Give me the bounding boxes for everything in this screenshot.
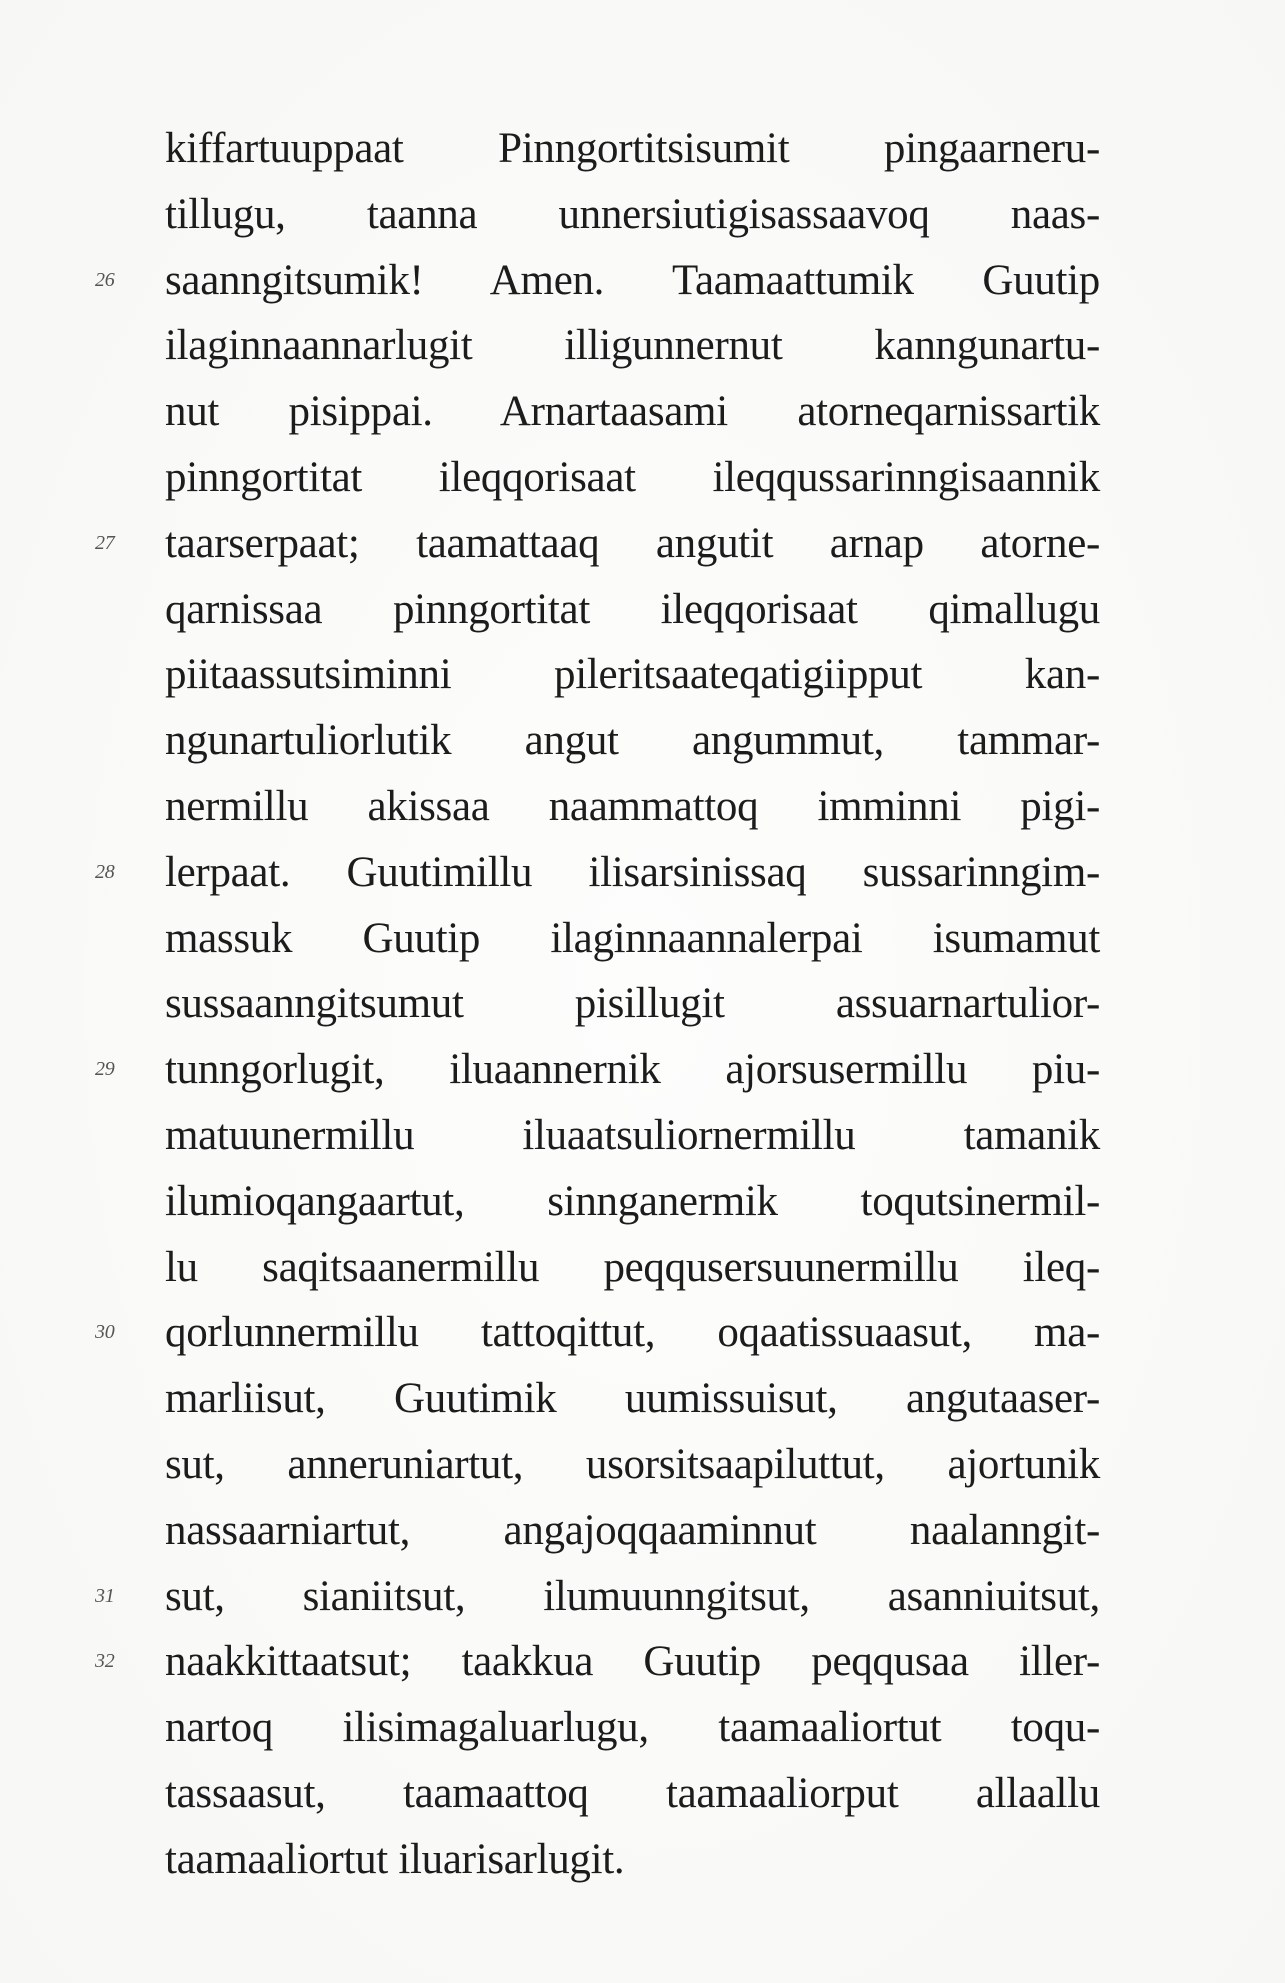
line-text: nartoq ilisimagaluarlugu, taamaaliortut toqu- <box>165 1704 1100 1752</box>
line-text: nut pisippai. Arnartaasami atorneqarnissartik <box>165 388 1100 436</box>
text-line <box>165 906 1100 972</box>
line-text: lu saqitsaanermillu peqqusersuunermillu ileq- <box>165 1243 1100 1291</box>
line-text: massuk Guutip ilaginnaannalerpai isumamut <box>165 914 1100 962</box>
text-line <box>165 182 1100 248</box>
verse-number: 32 <box>95 1650 115 1673</box>
text-line <box>165 642 1100 708</box>
text-line <box>165 379 1100 445</box>
line-text: nermillu akissaa naammattoq imminni pigi- <box>165 782 1100 830</box>
line-text: taamaaliortut iluarisarlugit. <box>165 1835 625 1883</box>
line-text: qorlunnermillu tattoqittut, oqaatissuaasut, ma- <box>165 1309 1100 1357</box>
line-text: ilaginnaannarlugit illigunnernut kanngunartu- <box>165 322 1100 370</box>
text-line <box>95 511 1100 577</box>
verse-number: 31 <box>95 1584 115 1607</box>
text-line <box>165 313 1100 379</box>
text-line <box>165 577 1100 643</box>
text-line <box>165 708 1100 774</box>
line-text: sussaanngitsumut pisillugit assuarnartulior- <box>165 980 1100 1028</box>
line-text: naakkittaatsut; taakkua Guutip peqqusaa iller- <box>165 1638 1100 1686</box>
text-line <box>165 1366 1100 1432</box>
text-line <box>165 1103 1100 1169</box>
verse-number: 26 <box>95 268 115 291</box>
text-line <box>165 1827 1100 1893</box>
text-line <box>95 1300 1100 1366</box>
text-line <box>95 1629 1100 1695</box>
text-line <box>165 1169 1100 1235</box>
line-text: lerpaat. Guutimillu ilisarsinissaq sussarinngim- <box>165 848 1100 896</box>
text-line <box>165 1235 1100 1301</box>
text-line <box>165 971 1100 1037</box>
line-text: matuunermillu iluaatsuliornermillu tamanik <box>165 1111 1100 1159</box>
line-text: kiffartuuppaat Pinngortitsisumit pingaarneru- <box>165 125 1100 172</box>
line-text: tassaasut, taamaattoq taamaaliorput allaallu <box>165 1769 1100 1817</box>
body-text <box>95 116 1100 1893</box>
line-text: taarserpaat; taamattaaq angutit arnap atorne- <box>165 519 1100 567</box>
text-line <box>95 1564 1100 1630</box>
line-text: sut, anneruniartut, usorsitsaapiluttut, ajortunik <box>165 1440 1100 1488</box>
text-line <box>95 840 1100 906</box>
line-text: tillugu, taanna unnersiutigisassaavoq naas- <box>165 190 1100 238</box>
text-line <box>165 1695 1100 1761</box>
line-text: ngunartuliorlutik angut angummut, tammar- <box>165 717 1100 765</box>
text-line <box>165 1498 1100 1564</box>
text-line <box>165 1761 1100 1827</box>
line-text: sut, sianiitsut, ilumuunngitsut, asanniuitsut, <box>165 1572 1100 1620</box>
line-text: tunngorlugit, iluaannernik ajorsusermillu piu- <box>165 1046 1100 1094</box>
verse-number: 27 <box>95 531 115 554</box>
line-text: marliisut, Guutimik uumissuisut, angutaaser- <box>165 1375 1100 1423</box>
line-text: ilumioqangaartut, sinnganermik toqutsinermil- <box>165 1177 1100 1225</box>
text-line <box>165 1432 1100 1498</box>
text-line <box>165 116 1100 182</box>
line-text: nassaarniartut, angajoqqaaminnut naalanngit- <box>165 1506 1100 1554</box>
line-text: saanngitsumik! Amen. Taamaattumik Guutip <box>165 256 1100 304</box>
text-line <box>165 774 1100 840</box>
verse-number: 30 <box>95 1321 115 1344</box>
text-line <box>165 445 1100 511</box>
text-line <box>95 248 1100 314</box>
line-text: pinngortitat ileqqorisaat ileqqussarinngisaannik <box>165 453 1100 501</box>
line-text: piitaassutsiminni pileritsaateqatigiipput kan- <box>165 651 1100 699</box>
text-line <box>95 1037 1100 1103</box>
verse-number: 29 <box>95 1058 115 1081</box>
line-text: qarnissaa pinngortitat ileqqorisaat qimallugu <box>165 585 1100 633</box>
verse-number: 28 <box>95 860 115 883</box>
